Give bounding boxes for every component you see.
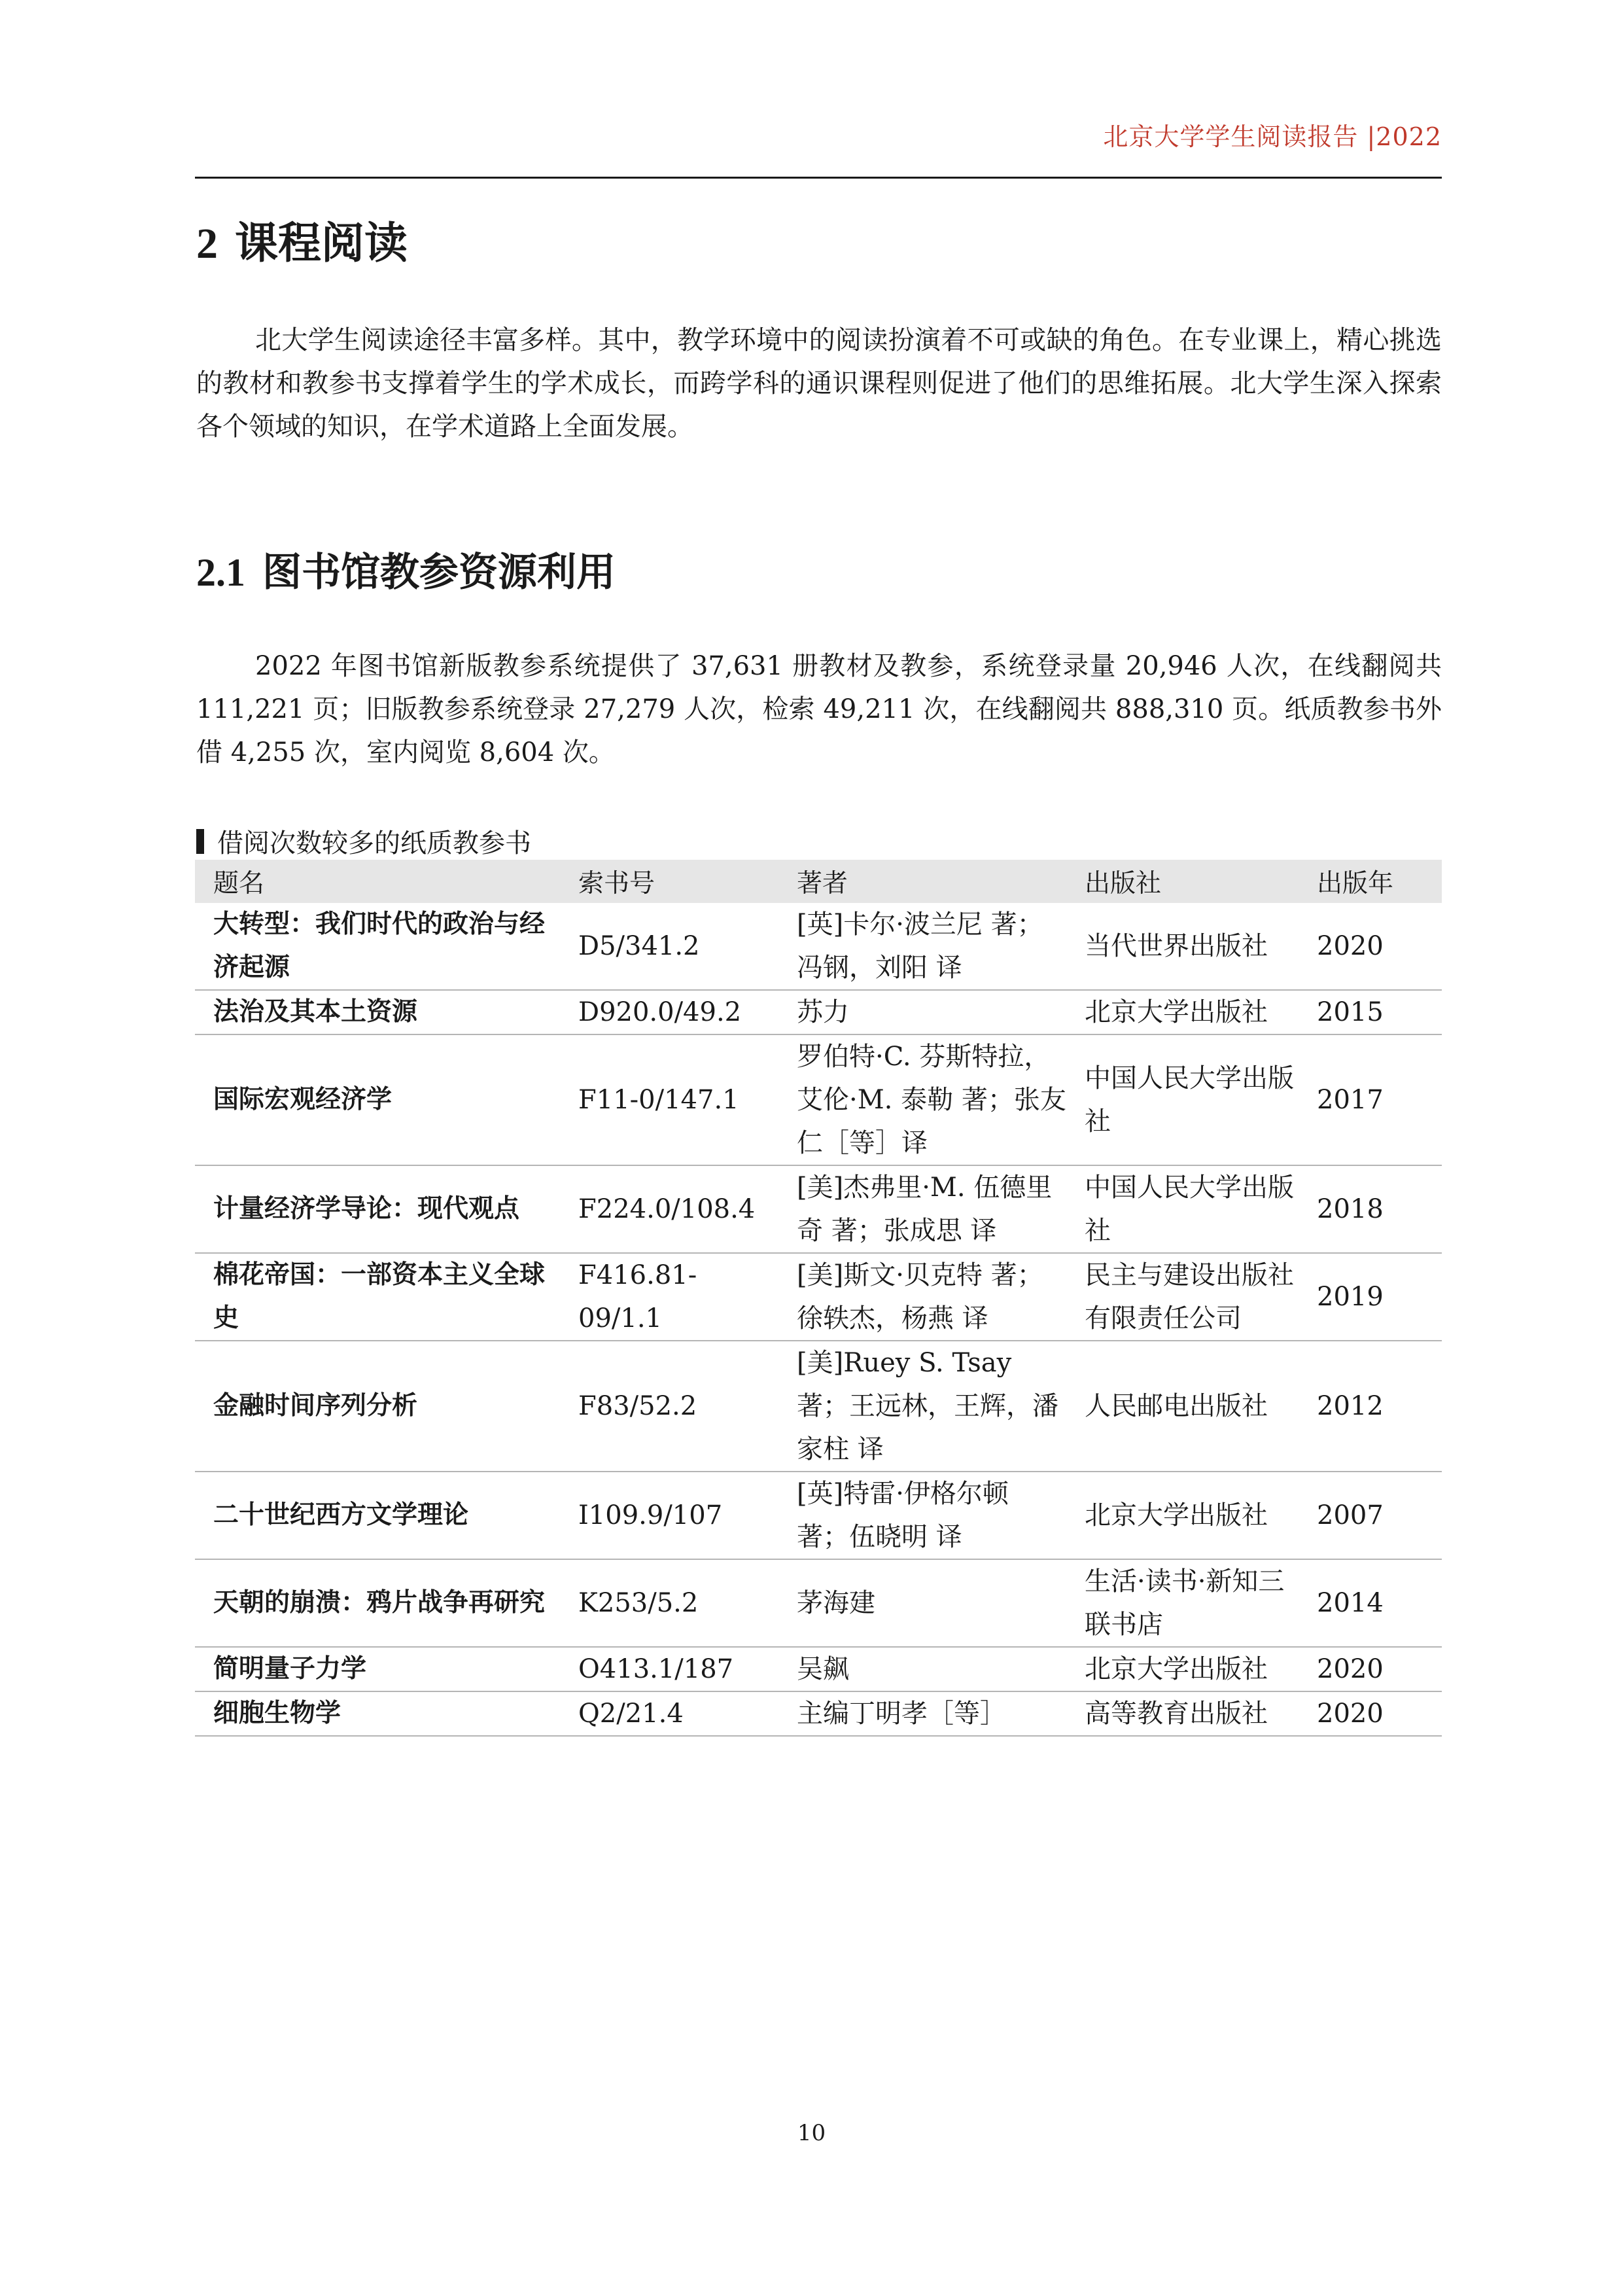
call-number: F224.0/108.4 <box>560 1165 778 1253</box>
year: 2020 <box>1299 1691 1442 1736</box>
call-number: F83/52.2 <box>560 1341 778 1472</box>
table-row <box>195 1034 1442 1165</box>
year: 2019 <box>1299 1253 1442 1341</box>
author: [美]Ruey S. Tsay 著；王远林，王辉，潘家柱 译 <box>778 1341 1066 1472</box>
header-publisher: 出版社 <box>1066 860 1299 903</box>
subsection-heading <box>196 541 616 597</box>
book-title: 简明量子力学 <box>195 1647 560 1691</box>
call-number: I109.9/107 <box>560 1472 778 1559</box>
author: [英]特雷·伊格尔顿 著；伍晓明 译 <box>778 1472 1066 1559</box>
year: 2007 <box>1299 1472 1442 1559</box>
book-title: 天朝的崩溃：鸦片战争再研究 <box>195 1559 560 1647</box>
header-year: 出版年 <box>1299 860 1442 903</box>
book-title: 二十世纪西方文学理论 <box>195 1472 560 1559</box>
section-paragraph: 北大学生阅读途径丰富多样。其中，教学环境中的阅读扮演着不可或缺的角色。在专业课上，精心挑选的教材和教参书支撑着学生的学术成长，而跨学科的通识课程则促进了他们的思维拓展。北大学生深入探索各个领域的知识，在学术道路上全面发展。 <box>196 325 1442 442</box>
call-number: O413.1/187 <box>560 1647 778 1691</box>
section-heading <box>196 208 408 270</box>
author: [英]卡尔·波兰尼 著；冯钢，刘阳 译 <box>778 903 1066 990</box>
year: 2012 <box>1299 1341 1442 1472</box>
book-title: 棉花帝国：一部资本主义全球史 <box>195 1253 560 1341</box>
subsection-paragraph: 2022 年图书馆新版教参系统提供了 37,631 册教材及教参，系统登录量 20,946 人次，在线翻阅共 111,221 页；旧版教参系统登录 27,279 人次，检索 49,211 次，在线翻阅共 888,310 页。纸质教参书外借 4,255 次，室内阅览 8,604 次。 <box>196 651 1442 768</box>
call-number: F11-0/147.1 <box>560 1034 778 1165</box>
year: 2018 <box>1299 1165 1442 1253</box>
publisher: 民主与建设出版社有限责任公司 <box>1066 1253 1299 1341</box>
table-caption <box>196 822 531 860</box>
caption-text: 借阅次数较多的纸质教参书 <box>217 828 531 858</box>
section-number: 2 <box>196 220 218 268</box>
book-title: 国际宏观经济学 <box>195 1034 560 1165</box>
book-title: 计量经济学导论：现代观点 <box>195 1165 560 1253</box>
book-title: 法治及其本土资源 <box>195 990 560 1034</box>
table-row <box>195 1559 1442 1647</box>
book-title: 细胞生物学 <box>195 1691 560 1736</box>
header-rule <box>195 177 1442 179</box>
call-number: K253/5.2 <box>560 1559 778 1647</box>
table-row <box>195 1165 1442 1253</box>
table-row <box>195 990 1442 1034</box>
header-title: 题名 <box>195 860 560 903</box>
publisher: 生活·读书·新知三联书店 <box>1066 1559 1299 1647</box>
book-title: 金融时间序列分析 <box>195 1341 560 1472</box>
author: 茅海建 <box>778 1559 1066 1647</box>
publisher: 北京大学出版社 <box>1066 1472 1299 1559</box>
header-author: 著者 <box>778 860 1066 903</box>
call-number: D5/341.2 <box>560 903 778 990</box>
table-row <box>195 1472 1442 1559</box>
table-row <box>195 1691 1442 1736</box>
call-number: F416.81-09/1.1 <box>560 1253 778 1341</box>
table-row <box>195 1341 1442 1472</box>
year: 2014 <box>1299 1559 1442 1647</box>
author: 苏力 <box>778 990 1066 1034</box>
publisher: 中国人民大学出版社 <box>1066 1034 1299 1165</box>
author: 吴飙 <box>778 1647 1066 1691</box>
publisher: 北京大学出版社 <box>1066 1647 1299 1691</box>
subsection-title: 图书馆教参资源利用 <box>262 550 616 595</box>
publisher: 北京大学出版社 <box>1066 990 1299 1034</box>
running-header: 北京大学学生阅读报告 |2022 <box>1103 122 1442 151</box>
publisher: 中国人民大学出版社 <box>1066 1165 1299 1253</box>
table-row <box>195 903 1442 990</box>
call-number: Q2/21.4 <box>560 1691 778 1736</box>
author: 主编丁明孝［等］ <box>778 1691 1066 1736</box>
author: 罗伯特·C. 芬斯特拉，艾伦·M. 泰勒 著；张友仁［等］译 <box>778 1034 1066 1165</box>
table-row <box>195 1647 1442 1691</box>
table-header-row <box>195 860 1442 903</box>
publisher: 人民邮电出版社 <box>1066 1341 1299 1472</box>
year: 2020 <box>1299 903 1442 990</box>
author: [美]斯文·贝克特 著；徐轶杰，杨燕 译 <box>778 1253 1066 1341</box>
reference-books-table <box>195 860 1442 1737</box>
call-number: D920.0/49.2 <box>560 990 778 1034</box>
year: 2020 <box>1299 1647 1442 1691</box>
section-title: 课程阅读 <box>235 218 408 268</box>
publisher: 当代世界出版社 <box>1066 903 1299 990</box>
book-title: 大转型：我们时代的政治与经济起源 <box>195 903 560 990</box>
publisher: 高等教育出版社 <box>1066 1691 1299 1736</box>
author: [美]杰弗里·M. 伍德里奇 著；张成思 译 <box>778 1165 1066 1253</box>
subsection-number: 2.1 <box>196 551 245 594</box>
year: 2015 <box>1299 990 1442 1034</box>
year: 2017 <box>1299 1034 1442 1165</box>
caption-marker <box>196 829 204 854</box>
page-number: 10 <box>797 2120 826 2146</box>
table-row <box>195 1253 1442 1341</box>
header-call-number: 索书号 <box>560 860 778 903</box>
